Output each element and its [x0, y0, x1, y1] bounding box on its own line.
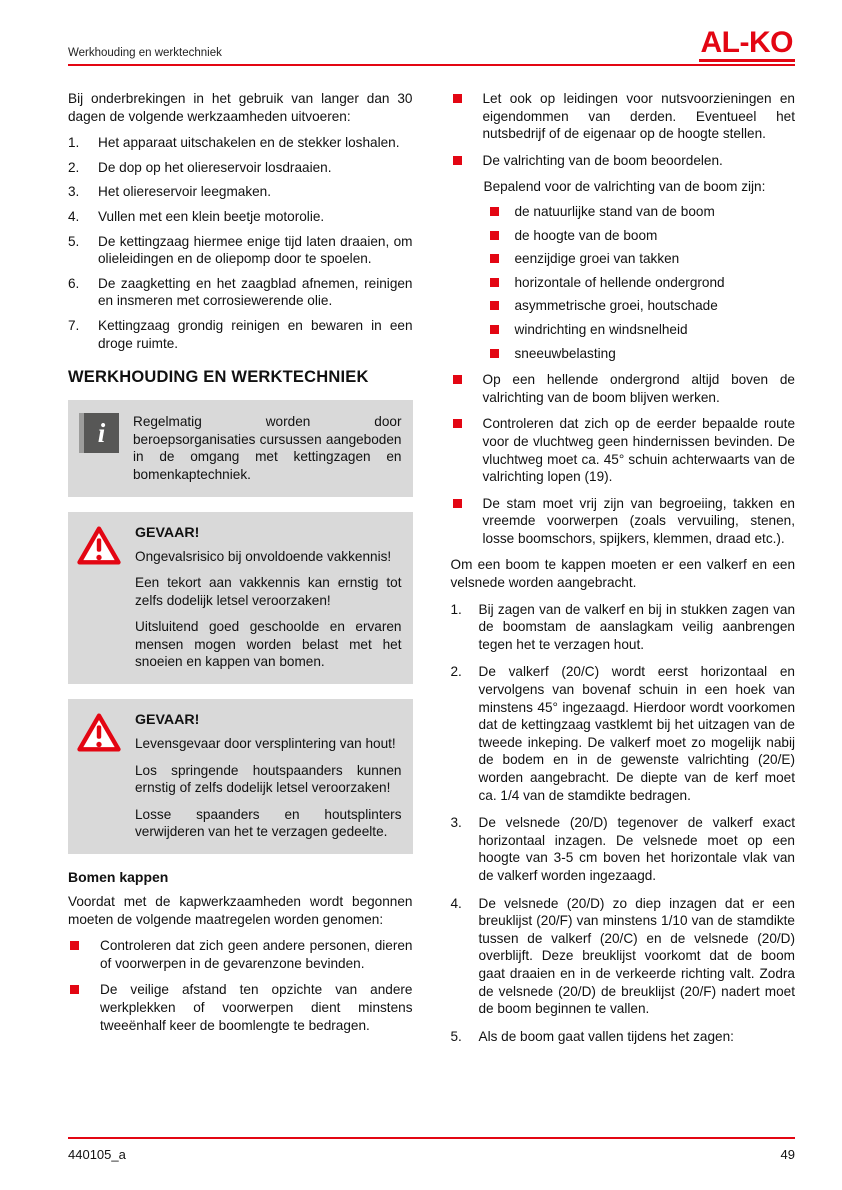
danger-paragraph: Levensgevaar door versplintering van hout! [135, 736, 396, 752]
list-item [451, 895, 796, 1018]
list-item [68, 159, 413, 177]
list-item-number: 6. [68, 275, 80, 291]
danger-box [68, 699, 413, 854]
info-box [68, 400, 413, 496]
section-title: WERKHOUDING EN WERKTECHNIEK [68, 368, 369, 387]
danger-paragraph: Uitsluitend goed geschoolde en ervaren mensen mogen worden belast met het snoeien en kappen van bomen. [135, 619, 402, 670]
sub-list-lead: Bepalend voor de valrichting van de boom zijn: [483, 179, 766, 195]
bullet-text: De stam moet vrij zijn van begroeiing, takken en vreemde voorwerpen (zoals vervuiling, stenen, losse boomschors, spijkers, klemmen, draad etc.). [482, 495, 795, 546]
list-item [451, 601, 796, 654]
bullet-square-icon [453, 375, 462, 384]
danger-paragraph: Een tekort aan vakkennis kan ernstig tot zelfs dodelijk letsel veroorzaken! [135, 575, 402, 608]
info-box-text: Regelmatig worden door beroepsorganisaties cursussen aangeboden in de omgang met kettingzagen en bomenkaptechniek. [133, 414, 402, 482]
info-icon: i [79, 413, 119, 453]
subsection-intro: Voordat met de kapwerkzaamheden wordt begonnen moeten de volgende maatregelen worden genomen: [68, 894, 413, 927]
list-item-text: Als de boom gaat vallen tijdens het zagen: [478, 1028, 734, 1044]
page-number: 49 [780, 1147, 795, 1162]
list-item-text: De zaagketting en het zaagblad afnemen, reinigen en insmeren met corrosiewerende olie. [98, 275, 413, 309]
header-divider [68, 64, 795, 66]
felling-intro-paragraph: Om een boom te kappen moeten er een valkerf en een velsnede worden aangebracht. [450, 557, 795, 591]
list-item-text: De velsnede (20/D) zo diep inzagen dat er een breuklijst (20/F) van minstens 1/10 van de stamdikte tussen de valkerf (20/C) en de velsnede (20/D) overblijft. Deze breuklijst voorkomt dat de boom gaat draaien en in de verkeerde richting valt. Zodra de velsnede (20/D) de breuklijst (20/F) nadert moet de boom beginnen te vallen. [478, 895, 795, 1017]
sub-bullet-text: asymmetrische groei, houtschade [514, 298, 718, 314]
sub-bullet-item [484, 321, 796, 339]
danger-title: GEVAAR! [135, 712, 200, 729]
list-item-number: 1. [450, 601, 462, 617]
list-item [68, 183, 413, 201]
list-item-number: 3. [68, 184, 80, 200]
danger-paragraph: Los springende houtspaanders kunnen ernstig of zelfs dodelijk letsel veroorzaken! [135, 762, 402, 796]
list-item [451, 814, 796, 884]
subsection-title: Bomen kappen [68, 869, 169, 886]
danger-box-content [135, 525, 402, 672]
sub-bullet-text: windrichting en windsnelheid [514, 321, 688, 337]
bullet-item [451, 371, 796, 406]
list-item-number: 1. [68, 135, 80, 151]
warning-triangle-icon [76, 712, 122, 753]
bullet-item [451, 495, 796, 548]
list-item-number: 5. [68, 233, 80, 249]
bullet-square-icon [490, 278, 499, 287]
list-item-text: Het oliereservoir leegmaken. [98, 184, 272, 200]
bullet-square-icon [490, 325, 499, 334]
sub-bullet-item [484, 250, 796, 268]
list-item-number: 2. [68, 159, 80, 175]
sub-bullet-item [484, 297, 796, 315]
bullet-nested-content [484, 178, 796, 362]
bullet-item [68, 937, 413, 972]
sub-bullet-item [484, 203, 796, 221]
bullet-square-icon [490, 301, 499, 310]
list-item-text: De kettingzaag hiermee enige tijd laten draaien, om olieleidingen en de oliepomp door te spoelen. [98, 233, 413, 267]
bullet-square-icon [453, 156, 462, 165]
bullet-square-icon [490, 207, 499, 216]
bullet-square-icon [490, 254, 499, 263]
sub-bullet-text: de hoogte van de boom [514, 227, 658, 243]
list-item-number: 5. [450, 1028, 462, 1044]
bullet-square-icon [453, 94, 462, 103]
list-item [68, 233, 413, 268]
right-column [451, 90, 796, 1055]
bullet-text: De valrichting van de boom beoordelen. [482, 152, 723, 168]
felling-steps-list [451, 601, 796, 1046]
list-item-number: 2. [450, 664, 462, 680]
list-item [68, 317, 413, 352]
sub-bullet-text: eenzijdige groei van takken [514, 251, 680, 267]
document-code: 440105_a [68, 1147, 126, 1162]
bullet-square-icon [490, 231, 499, 240]
list-item-text: Het apparaat uitschakelen en de stekker loshalen. [98, 135, 400, 151]
bullet-item [68, 981, 413, 1034]
bullet-square-icon [490, 349, 499, 358]
list-item-number: 4. [450, 895, 462, 911]
bullet-item [451, 415, 796, 485]
bullet-text: Let ook op leidingen voor nutsvoorzieningen en eigendommen van derden. Eventueel het nutsbedrijf of de eigenaar op de hoogte stellen. [482, 91, 795, 142]
two-column-body [68, 90, 795, 1055]
list-item-number: 4. [68, 208, 80, 224]
sub-bullet-item [484, 227, 796, 245]
sub-bullet-text: sneeuwbelasting [514, 345, 616, 361]
list-item [68, 275, 413, 310]
danger-box [68, 512, 413, 685]
bullet-text: Controleren dat zich geen andere personen, dieren of voorwerpen in de gevarenzone bevinden. [100, 938, 413, 971]
sub-bullet-item [484, 345, 796, 363]
bullet-text: Op een hellende ondergrond altijd boven de valrichting van de boom blijven werken. [482, 372, 795, 405]
danger-paragraph: Ongevalsrisico bij onvoldoende vakkennis! [135, 548, 392, 564]
list-item-number: 7. [68, 317, 80, 333]
list-item [68, 134, 413, 152]
left-column [68, 90, 413, 1043]
danger-paragraph: Losse spaanders en houtsplinters verwijderen van het te verzagen gedeelte. [135, 806, 402, 840]
list-item-text: De valkerf (20/C) wordt eerst horizontaal en vervolgens van bovenaf schuin in een hoek van minstens 45° ingezaagd. Hierdoor wordt voorkomen dat de kettingzaag vastklemt bij het uitzagen van de tweede inkeping. De valkerf moet zo mogelijk nabij de bodem en in de gewenste valrichting (20/E) worden aangebracht. De diepte van de kerf moet ca. 1/4 van de stamdikte bedragen. [478, 664, 795, 803]
list-item [451, 663, 796, 804]
running-header-title: Werkhouding en werktechniek [68, 47, 222, 59]
list-item-text: De velsnede (20/D) tegenover de valkerf exact horizontaal inzagen. De velsnede moet op een hoogte van 3-5 cm boven het horizontale vlak van de valkerf worden ingezaagd. [478, 815, 795, 883]
danger-title: GEVAAR! [135, 524, 200, 541]
sub-bullet-text: horizontale of hellende ondergrond [514, 274, 725, 290]
list-item-text: Vullen met een klein beetje motorolie. [98, 208, 325, 224]
list-item-number: 3. [450, 815, 462, 831]
list-item [68, 208, 413, 226]
bullet-square-icon [70, 941, 79, 950]
warning-triangle-icon [76, 525, 122, 566]
bullet-item [451, 90, 796, 143]
danger-box-content [135, 712, 402, 841]
alko-logo: AL-KO [699, 28, 795, 62]
storage-steps-list [68, 134, 413, 352]
list-item-text: Bij zagen van de valkerf en bij in stukken zagen van de boomstam de aanslagkam veilig aanbrengen tegen het te verzagen hout. [478, 601, 795, 652]
precaution-bullet-list-continued [451, 90, 796, 547]
bullet-square-icon [70, 985, 79, 994]
bullet-text: Controleren dat zich op de eerder bepaalde route voor de vluchtweg geen hindernissen bevinden. De vluchtweg moet ca. 45° schuin achterwaarts van de valrichting lopen (19). [482, 416, 795, 485]
footer-divider [68, 1137, 795, 1139]
intro-paragraph: Bij onderbrekingen in het gebruik van langer dan 30 dagen de volgende werkzaamheden uitvoeren: [68, 91, 413, 124]
list-item-text: De dop op het oliereservoir losdraaien. [98, 159, 332, 175]
list-item-text: Kettingzaag grondig reinigen en bewaren in een droge ruimte. [98, 317, 413, 351]
bullet-square-icon [453, 499, 462, 508]
precaution-bullet-list [68, 937, 413, 1034]
sub-bullet-item [484, 274, 796, 292]
list-item [451, 1028, 796, 1046]
bullet-text: De veilige afstand ten opzichte van andere werkplekken of voorwerpen dient minstens tweeënhalf keer de boomlengte te bedragen. [100, 982, 413, 1033]
sub-bullet-text: de natuurlijke stand van de boom [514, 203, 715, 219]
bullet-item [451, 152, 796, 170]
bullet-square-icon [453, 419, 462, 428]
